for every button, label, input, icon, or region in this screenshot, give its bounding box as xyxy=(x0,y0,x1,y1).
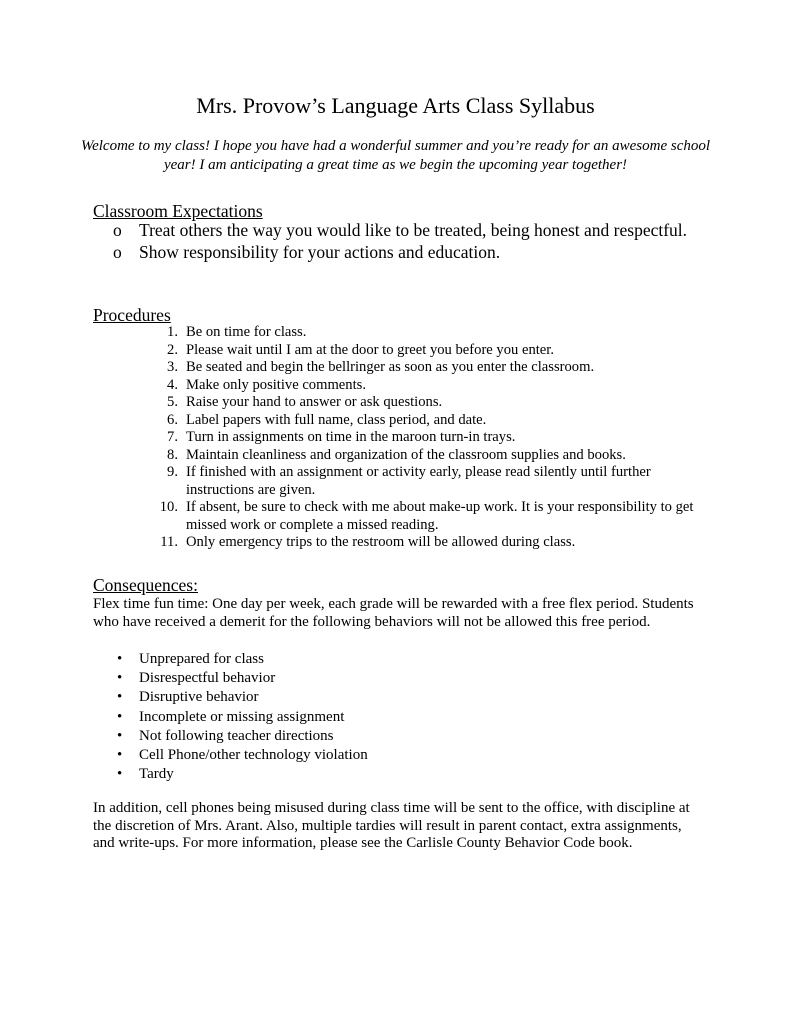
procedure-item xyxy=(150,324,700,342)
bullet-icon: • xyxy=(117,766,123,783)
consequence-text: Tardy xyxy=(139,766,174,783)
procedure-item xyxy=(150,464,700,499)
procedure-text: Make only positive comments. xyxy=(186,376,366,393)
consequence-item xyxy=(93,746,593,765)
procedure-item xyxy=(150,359,700,377)
consequences-list xyxy=(93,650,593,784)
procedure-item xyxy=(150,377,700,395)
procedure-item xyxy=(150,412,700,430)
closing-paragraph: In addition, cell phones being misused during class time will be sent to the office, with discipline at the discretion of Mrs. Arant. Also, multiple tardies will result in parent contact, extra assignments, and write-ups. For more information, please see the Carlisle County Behavior Code book. xyxy=(93,800,690,852)
procedure-number: 5. xyxy=(167,394,178,410)
expectations-heading: Classroom Expectations xyxy=(93,201,263,221)
hollow-bullet-icon: o xyxy=(113,242,122,262)
procedures-heading: Procedures xyxy=(93,305,171,325)
procedure-number: 11. xyxy=(160,534,178,550)
procedure-item xyxy=(150,394,700,412)
consequence-text: Incomplete or missing assignment xyxy=(139,708,345,725)
procedure-number: 9. xyxy=(167,464,178,480)
procedure-text: Only emergency trips to the restroom will be allowed during class. xyxy=(186,534,576,550)
procedure-item xyxy=(150,342,700,360)
expectation-text: Treat others the way you would like to be treated, being honest and respectful. xyxy=(139,220,688,240)
procedures-list xyxy=(150,324,700,552)
consequence-item xyxy=(93,688,593,707)
consequence-item xyxy=(93,669,593,688)
procedure-number: 3. xyxy=(167,359,178,375)
expectations-list xyxy=(93,220,713,263)
consequences-heading: Consequences: xyxy=(93,575,198,595)
procedure-item xyxy=(150,447,700,465)
procedure-text: Be on time for class. xyxy=(186,324,307,340)
page-title: Mrs. Provow’s Language Arts Class Syllabus xyxy=(196,93,595,118)
procedure-text: Please wait until I am at the door to greet you before you enter. xyxy=(186,341,554,358)
procedure-number: 8. xyxy=(167,446,178,463)
procedure-text: If absent, be sure to check with me about make-up work. It is your responsibility to get missed work or complete a missed reading. xyxy=(186,499,694,533)
procedure-text: Raise your hand to answer or ask questions. xyxy=(186,394,443,410)
bullet-icon: • xyxy=(117,651,123,667)
hollow-bullet-icon: o xyxy=(113,220,122,240)
procedure-text: Maintain cleanliness and organization of the classroom supplies and books. xyxy=(186,446,626,463)
procedure-item xyxy=(150,499,700,534)
procedure-item xyxy=(150,534,700,552)
welcome-intro: Welcome to my class! I hope you have had a wonderful summer and you’re ready for an awesome school year! I am anticipating a great time as we begin the upcoming year together! xyxy=(80,138,711,173)
procedure-number: 7. xyxy=(167,429,178,445)
procedure-number: 10. xyxy=(159,499,178,515)
bullet-icon: • xyxy=(117,670,123,687)
consequence-text: Unprepared for class xyxy=(139,651,264,667)
consequences-intro: Flex time fun time: One day per week, each grade will be rewarded with a free flex period. Students who have received a demerit for the following behaviors will not be allowed this free period. xyxy=(93,596,694,630)
consequence-item xyxy=(93,708,593,727)
bullet-icon: • xyxy=(117,747,123,764)
procedure-text: Turn in assignments on time in the maroon turn-in trays. xyxy=(186,429,516,445)
consequence-item xyxy=(93,650,593,669)
bullet-icon: • xyxy=(117,689,123,706)
consequence-item xyxy=(93,727,593,746)
procedure-text: Label papers with full name, class period, and date. xyxy=(186,411,487,428)
expectation-item xyxy=(93,242,713,263)
consequence-text: Disrespectful behavior xyxy=(139,670,276,687)
procedure-text: Be seated and begin the bellringer as soon as you enter the classroom. xyxy=(186,359,595,375)
bullet-icon: • xyxy=(117,727,123,744)
consequence-item xyxy=(93,765,593,784)
expectation-item xyxy=(93,220,713,241)
consequence-text: Disruptive behavior xyxy=(139,689,259,706)
consequence-text: Cell Phone/other technology violation xyxy=(139,747,368,764)
bullet-icon: • xyxy=(117,708,123,725)
consequence-text: Not following teacher directions xyxy=(139,727,334,744)
procedure-number: 4. xyxy=(167,376,178,393)
procedure-number: 2. xyxy=(167,341,178,358)
procedure-item xyxy=(150,429,700,447)
procedure-number: 1. xyxy=(167,324,178,340)
procedure-number: 6. xyxy=(167,411,178,428)
procedure-text: If finished with an assignment or activity early, please read silently until further instructions are given. xyxy=(186,464,651,498)
expectation-text: Show responsibility for your actions and education. xyxy=(139,242,501,262)
